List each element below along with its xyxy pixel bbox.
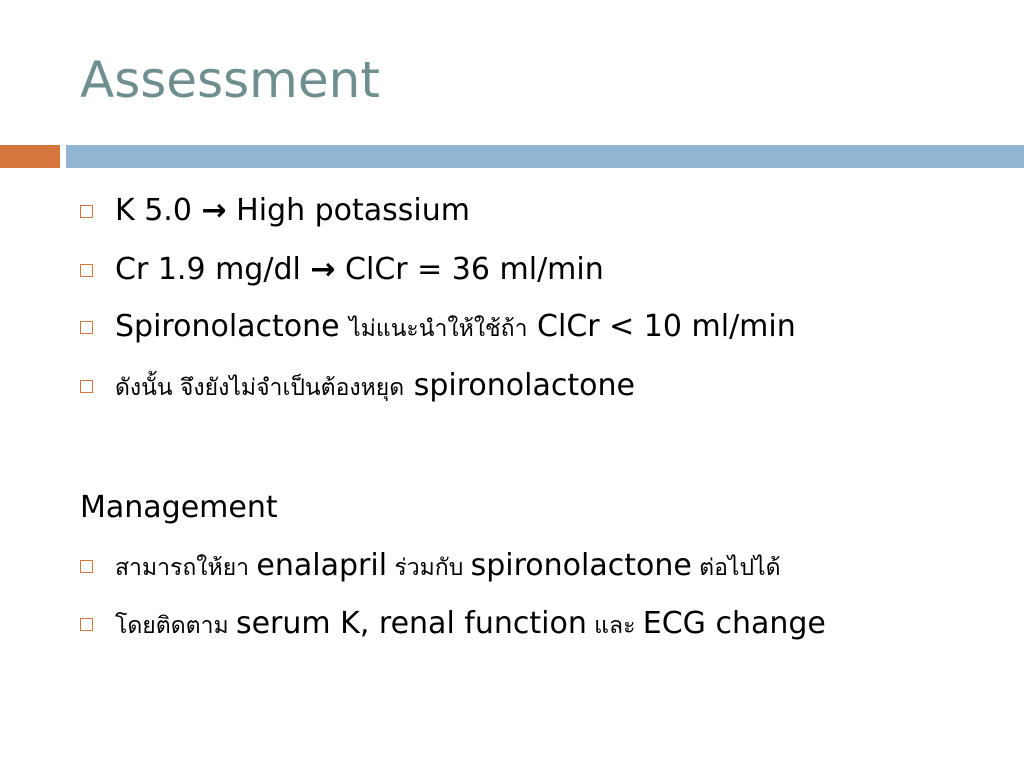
hollow-square-icon: [80, 560, 93, 573]
list-item: [80, 368, 635, 406]
item-text-thai: โดยติดตาม: [115, 613, 236, 639]
item-text: ClCr = 36 ml/min: [335, 252, 604, 287]
item-text: Cr 1.9 mg/dl: [115, 252, 311, 287]
list-item: [80, 606, 826, 644]
slide-title: Assessment: [80, 51, 380, 109]
hollow-square-icon: [80, 321, 93, 334]
item-text-thai: ร่วมกับ: [387, 555, 471, 581]
right-arrow-icon: →: [310, 252, 336, 287]
item-text: High potassium: [226, 193, 471, 228]
hollow-square-icon: [80, 205, 93, 218]
right-arrow-icon: →: [201, 193, 227, 228]
accent-bar-orange: [0, 145, 60, 168]
item-text: K 5.0: [115, 193, 202, 228]
item-text: enalapril: [256, 548, 388, 583]
item-text-thai: ไม่แนะนำให้ใช้ถ้า: [349, 316, 528, 342]
section-heading-management: Management: [80, 490, 278, 525]
item-text: ClCr < 10 ml/min: [527, 309, 796, 344]
item-text: serum K, renal function: [235, 606, 587, 641]
item-text-thai: ดังนั้น จึงยังไม่จำเป็นต้องหยุด: [115, 375, 405, 401]
hollow-square-icon: [80, 264, 93, 277]
hollow-square-icon: [80, 618, 93, 631]
item-text-thai: สามารถให้ยา: [115, 555, 257, 581]
item-text-thai: และ: [586, 613, 643, 639]
list-item: [80, 309, 796, 347]
item-text: spironolactone: [470, 548, 692, 583]
list-item: [80, 252, 604, 287]
item-text: spironolactone: [404, 368, 635, 403]
item-text: ECG change: [642, 606, 826, 641]
item-text: Spironolactone: [115, 309, 350, 344]
accent-bar-blue: [66, 145, 1024, 168]
list-item: [80, 548, 781, 586]
list-item: [80, 193, 470, 228]
item-text-thai: ต่อไปได้: [691, 555, 781, 581]
hollow-square-icon: [80, 380, 93, 393]
